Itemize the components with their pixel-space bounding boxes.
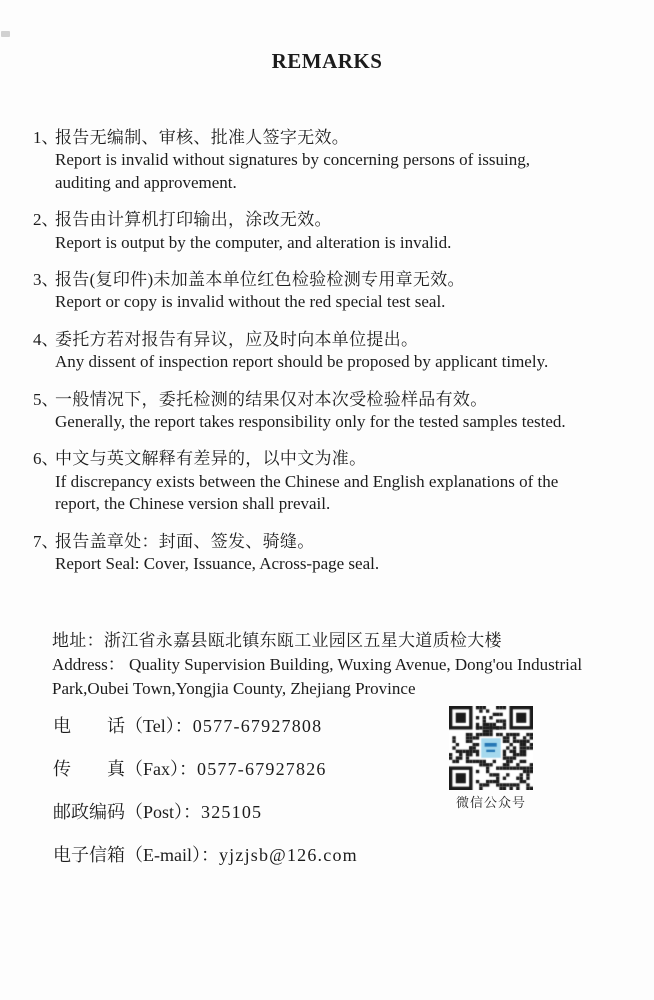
remark-item-4	[0, 329, 654, 374]
remark-item-2	[0, 209, 654, 254]
wechat-qr-code-image	[449, 706, 533, 790]
remarks-list	[0, 127, 654, 576]
remark-number: 4、	[33, 329, 59, 349]
contact-block	[53, 715, 654, 866]
fax-value: 0577-67927826	[197, 758, 327, 779]
post-label: 邮政编码（Post）：	[53, 801, 202, 822]
scan-artifact	[1, 31, 10, 37]
remark-item-1	[0, 127, 654, 194]
remark-number: 1、	[33, 128, 59, 147]
wechat-qr-block	[449, 706, 533, 810]
remark-en-line: If discrepancy exists between the Chinese and English explanations of the	[55, 471, 559, 491]
post-value: 325105	[201, 801, 263, 822]
tel-label: 电 话（Tel）：	[53, 715, 193, 736]
address-en-line: Park,Oubei Town,Yongjia County, Zhejiang Province	[52, 678, 416, 698]
remark-item-6	[0, 448, 654, 515]
address-zh-line: 地址：浙江省永嘉县瓯北镇东瓯工业园区五星大道质检大楼	[52, 630, 502, 650]
remark-number: 5、	[33, 389, 59, 409]
remark-number: 6、	[33, 449, 59, 469]
remark-number: 2、	[33, 210, 59, 230]
remark-zh-line: 报告由计算机打印输出，涂改无效。	[55, 210, 332, 230]
remark-en-line: auditing and approvement.	[55, 172, 237, 192]
fax-label: 传 真（Fax）：	[53, 758, 197, 779]
wechat-qr-caption: 微信公众号	[455, 795, 526, 810]
remark-item-7	[0, 531, 654, 576]
contact-row-email	[53, 844, 654, 866]
contact-row-fax	[53, 758, 654, 780]
tel-value: 0577-67927808	[192, 715, 323, 736]
remark-en-line: Report is output by the computer, and alteration is invalid.	[55, 232, 452, 252]
remark-en-line: report, the Chinese version shall prevail.	[55, 494, 331, 514]
contact-row-tel	[53, 715, 654, 737]
remark-item-3	[0, 269, 654, 314]
remark-en-line: Report or copy is invalid without the red special test seal.	[55, 292, 446, 312]
email-label: 电子信箱（E-mail）：	[53, 844, 219, 865]
remark-number: 3、	[33, 270, 59, 290]
remark-zh-line: 报告无编制、审核、批准人签字无效。	[55, 128, 350, 147]
remark-zh-line: 中文与英文解释有差异的，以中文为准。	[55, 449, 367, 469]
remark-en-line: Report Seal: Cover, Issuance, Across-page seal.	[55, 554, 380, 574]
page-title: REMARKS	[271, 49, 383, 73]
remark-item-5	[0, 389, 654, 434]
remark-zh-line: 报告(复印件)未加盖本单位红色检验检测专用章无效。	[55, 270, 465, 290]
remark-zh-line: 一般情况下，委托检测的结果仅对本次受检验样品有效。	[55, 389, 488, 409]
remark-zh-line: 报告盖章处：封面、签发、骑缝。	[55, 531, 315, 551]
remark-en-line: Generally, the report takes responsibility only for the tested samples tested.	[55, 412, 566, 432]
remark-en-line: Report is invalid without signatures by concerning persons of issuing,	[55, 150, 530, 170]
contact-row-post	[53, 801, 654, 823]
address-en-line: Address： Quality Supervision Building, Wuxing Avenue, Dong'ou Industrial	[52, 654, 583, 674]
email-value: yjzjsb@126.com	[218, 844, 358, 865]
remark-number: 7、	[33, 531, 59, 551]
remark-zh-line: 委托方若对报告有异议，应及时向本单位提出。	[55, 329, 419, 349]
address-block	[52, 629, 624, 701]
remark-en-line: Any dissent of inspection report should be proposed by applicant timely.	[55, 352, 549, 372]
